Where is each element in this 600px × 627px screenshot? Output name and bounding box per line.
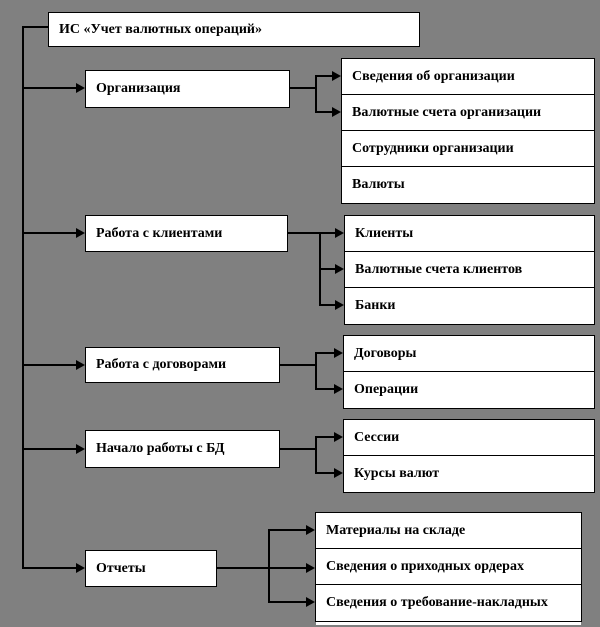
node-label: Сотрудники организации bbox=[352, 140, 514, 156]
node-contracts-work bbox=[85, 347, 280, 383]
node-label: Организация bbox=[96, 81, 181, 96]
node-label: Начало работы с БД bbox=[96, 441, 225, 456]
connector-line bbox=[22, 26, 48, 28]
arrowhead-icon bbox=[334, 348, 343, 358]
connector-line bbox=[315, 75, 317, 113]
arrowhead-icon bbox=[335, 228, 344, 238]
node-label: Материалы на складе bbox=[326, 522, 466, 538]
leaf-operations bbox=[343, 371, 595, 409]
connector-line bbox=[286, 232, 335, 234]
node-label: Сессии bbox=[354, 429, 400, 445]
arrowhead-icon bbox=[334, 384, 343, 394]
connector-line bbox=[278, 364, 317, 366]
connector-line bbox=[22, 364, 76, 366]
leaf-clients bbox=[344, 215, 595, 253]
connector-line bbox=[315, 352, 334, 354]
arrowhead-icon bbox=[306, 525, 315, 535]
leaf-org-info bbox=[341, 58, 595, 96]
node-db-start bbox=[85, 430, 280, 468]
node-label: Валютные счета организации bbox=[352, 104, 542, 120]
node-label: Банки bbox=[355, 297, 396, 313]
arrowhead-icon bbox=[76, 444, 85, 454]
leaf-org-employees bbox=[341, 130, 595, 168]
arrowhead-icon bbox=[335, 300, 344, 310]
connector-line bbox=[22, 448, 76, 450]
arrowhead-icon bbox=[306, 563, 315, 573]
connector-line bbox=[315, 388, 334, 390]
leaf-warehouse-materials bbox=[315, 512, 582, 550]
node-label: Операции bbox=[354, 381, 419, 397]
leaf-contracts bbox=[343, 335, 595, 373]
node-label: Работа с клиентами bbox=[96, 225, 223, 241]
arrowhead-icon bbox=[306, 597, 315, 607]
connector-line bbox=[268, 601, 306, 603]
connector-line bbox=[22, 26, 24, 569]
connector-line bbox=[22, 232, 76, 234]
leaf-receipt-orders-report bbox=[315, 548, 582, 586]
leaf-sessions bbox=[343, 419, 595, 457]
connector-line bbox=[215, 567, 270, 569]
connector-line bbox=[315, 111, 332, 113]
node-label: Сведения об организации bbox=[352, 68, 515, 84]
connector-line bbox=[315, 75, 332, 77]
connector-line bbox=[288, 87, 317, 89]
connector-line bbox=[278, 448, 317, 450]
node-organization bbox=[85, 70, 290, 108]
connector-line bbox=[268, 529, 306, 531]
node-label: ИС «Учет валютных операций» bbox=[59, 21, 262, 37]
connector-line bbox=[319, 304, 335, 306]
node-label: Договоры bbox=[354, 345, 417, 361]
connector-line bbox=[315, 436, 334, 438]
connector-line bbox=[268, 567, 306, 569]
connector-line bbox=[315, 436, 317, 474]
node-label: Валюты bbox=[352, 176, 405, 192]
node-label: Валютные счета клиентов bbox=[355, 261, 523, 277]
node-clients-work bbox=[85, 215, 288, 252]
arrowhead-icon bbox=[76, 83, 85, 93]
arrowhead-icon bbox=[334, 468, 343, 478]
arrowhead-icon bbox=[76, 228, 85, 238]
arrowhead-icon bbox=[332, 71, 341, 81]
node-label: Клиенты bbox=[355, 225, 414, 241]
arrowhead-icon bbox=[335, 264, 344, 274]
leaf-demand-invoices-report bbox=[315, 584, 582, 622]
connector-line bbox=[268, 529, 270, 603]
leaf-banks bbox=[344, 287, 595, 325]
node-label: Работа с договорами bbox=[96, 357, 227, 372]
connector-line bbox=[319, 268, 335, 270]
leaf-org-currency-accounts bbox=[341, 94, 595, 132]
arrowhead-icon bbox=[332, 107, 341, 117]
connector-line bbox=[22, 87, 76, 89]
connector-line bbox=[315, 352, 317, 390]
leaf-client-currency-accounts bbox=[344, 251, 595, 289]
connector-line bbox=[315, 472, 334, 474]
connector-line bbox=[22, 567, 76, 569]
node-label: Отчеты bbox=[96, 560, 146, 576]
leaf-currencies bbox=[341, 166, 595, 204]
node-label: Сведения о приходных ордерах bbox=[326, 558, 524, 574]
node-label: Сведения о требование-накладных bbox=[326, 594, 548, 610]
node-reports bbox=[85, 550, 217, 587]
node-label: Курсы валют bbox=[354, 465, 440, 481]
arrowhead-icon bbox=[76, 563, 85, 573]
leaf-exchange-rates bbox=[343, 455, 595, 493]
arrowhead-icon bbox=[334, 432, 343, 442]
arrowhead-icon bbox=[76, 360, 85, 370]
node-root bbox=[48, 12, 420, 47]
